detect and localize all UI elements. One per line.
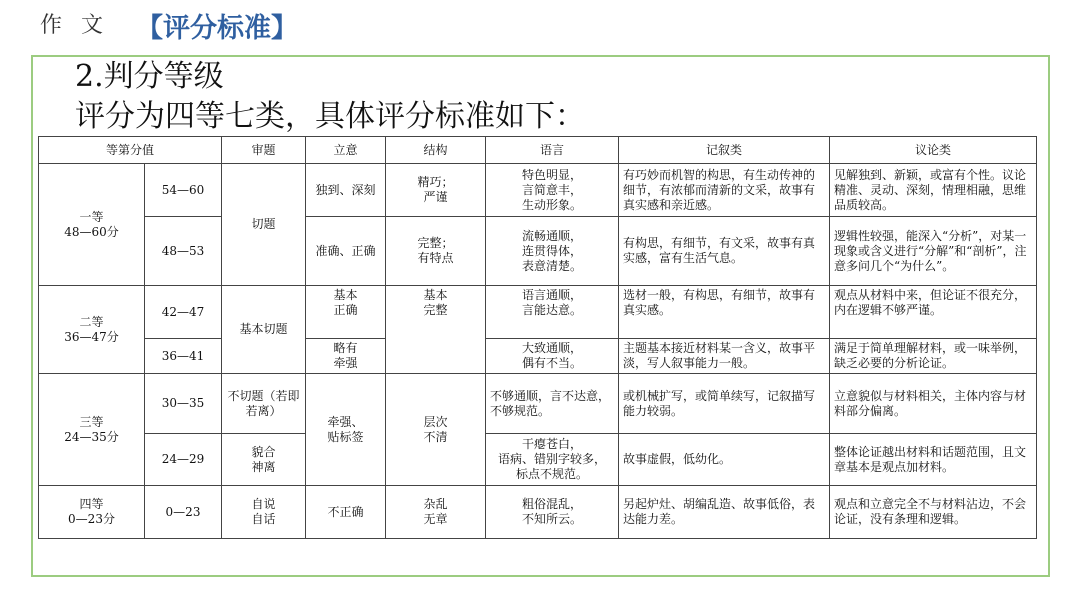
table-header-row [39, 137, 1037, 164]
yilun-cell: 立意貌似与材料相关，主体内容与材料部分偏离。 [830, 374, 1037, 434]
yilun-cell: 见解独到、新颖，或富有个性。议论精准、灵动、深刻，情理相融，思维品质较高。 [830, 164, 1037, 217]
table-row [39, 217, 1037, 286]
table-row [39, 374, 1037, 434]
liyi-cell: 基本 正确 [306, 286, 386, 339]
jixu-cell: 选材一般，有构思，有细节，故事有真实感。 [619, 286, 830, 339]
table-row [39, 164, 1037, 217]
section-heading: 2.判分等级 [75, 59, 224, 94]
table-row [39, 486, 1037, 539]
jiegou-cell: 精巧； 严谨 [386, 164, 486, 217]
jixu-cell: 主题基本接近材料某一含义，故事平淡，写人叙事能力一般。 [619, 339, 830, 374]
slide-header [0, 0, 1080, 50]
yuyan-cell: 干瘪苍白， 语病、错别字较多， 标点不规范。 [486, 434, 619, 486]
yilun-cell: 观点从材料中来，但论证不很充分，内在逻辑不够严谨。 [830, 286, 1037, 339]
grade-3-cell: 三等 24—35分 [39, 374, 145, 486]
score-cell: 48—53 [145, 217, 222, 286]
jiegou-cell: 层次 不清 [386, 374, 486, 486]
header-grade: 等第分值 [39, 137, 222, 164]
grade-1-cell: 一等 48—60分 [39, 164, 145, 286]
shenti-cell: 切题 [222, 164, 306, 286]
scoring-table [38, 136, 1037, 539]
section-subheading: 评分为四等七类，具体评分标准如下： [75, 99, 585, 134]
score-cell: 24—29 [145, 434, 222, 486]
shenti-cell: 自说 自话 [222, 486, 306, 539]
liyi-cell: 牵强、 贴标签 [306, 374, 386, 486]
jiegou-cell: 杂乱 无章 [386, 486, 486, 539]
section-tag: 【评分标准】 [136, 13, 298, 44]
yuyan-cell: 大致通顺， 偶有不当。 [486, 339, 619, 374]
yuyan-cell: 语言通顺， 言能达意。 [486, 286, 619, 339]
liyi-cell: 不正确 [306, 486, 386, 539]
shenti-cell: 不切题（若即若离） [222, 374, 306, 434]
score-cell: 0—23 [145, 486, 222, 539]
yuyan-cell: 流畅通顺， 连贯得体， 表意清楚。 [486, 217, 619, 286]
header-yuyan: 语言 [486, 137, 619, 164]
subject-label: 作 文 [40, 13, 109, 38]
jiegou-cell: 完整； 有特点 [386, 217, 486, 286]
score-cell: 36—41 [145, 339, 222, 374]
jixu-cell: 另起炉灶、胡编乱造、故事低俗，表达能力差。 [619, 486, 830, 539]
yuyan-cell: 粗俗混乱， 不知所云。 [486, 486, 619, 539]
score-cell: 30—35 [145, 374, 222, 434]
header-jixu: 记叙类 [619, 137, 830, 164]
score-cell: 42—47 [145, 286, 222, 339]
header-shenti: 审题 [222, 137, 306, 164]
score-cell: 54—60 [145, 164, 222, 217]
yuyan-cell: 不够通顺，言不达意， 不够规范。 [486, 374, 619, 434]
yilun-cell: 逻辑性较强，能深入“分析”，对某一现象或含义进行“分解”和“剖析”，注意多问几个“为什么”。 [830, 217, 1037, 286]
grade-2-cell: 二等 36—47分 [39, 286, 145, 374]
table-row [39, 434, 1037, 486]
jixu-cell: 故事虚假，低幼化。 [619, 434, 830, 486]
jixu-cell: 或机械扩写，或简单续写，记叙描写能力较弱。 [619, 374, 830, 434]
yilun-cell: 整体论证越出材料和话题范围，且文章基本是观点加材料。 [830, 434, 1037, 486]
table-row [39, 339, 1037, 374]
table-row [39, 286, 1037, 339]
jixu-cell: 有构思，有细节，有文采，故事有真实感，富有生活气息。 [619, 217, 830, 286]
header-jiegou: 结构 [386, 137, 486, 164]
jiegou-cell: 基本 完整 [386, 286, 486, 374]
yilun-cell: 观点和立意完全不与材料沾边，不会论证，没有条理和逻辑。 [830, 486, 1037, 539]
shenti-cell: 基本切题 [222, 286, 306, 374]
liyi-cell: 独到、深刻 [306, 164, 386, 217]
yuyan-cell: 特色明显， 言简意丰， 生动形象。 [486, 164, 619, 217]
shenti-cell: 貌合 神离 [222, 434, 306, 486]
header-liyi: 立意 [306, 137, 386, 164]
header-yilun: 议论类 [830, 137, 1037, 164]
grade-4-cell: 四等 0—23分 [39, 486, 145, 539]
liyi-cell: 略有 牵强 [306, 339, 386, 374]
jixu-cell: 有巧妙而机智的构思，有生动传神的细节，有浓郁而清新的文采，故事有真实感和亲近感。 [619, 164, 830, 217]
liyi-cell: 准确、正确 [306, 217, 386, 286]
yilun-cell: 满足于简单理解材料，或一味举例，缺乏必要的分析论证。 [830, 339, 1037, 374]
